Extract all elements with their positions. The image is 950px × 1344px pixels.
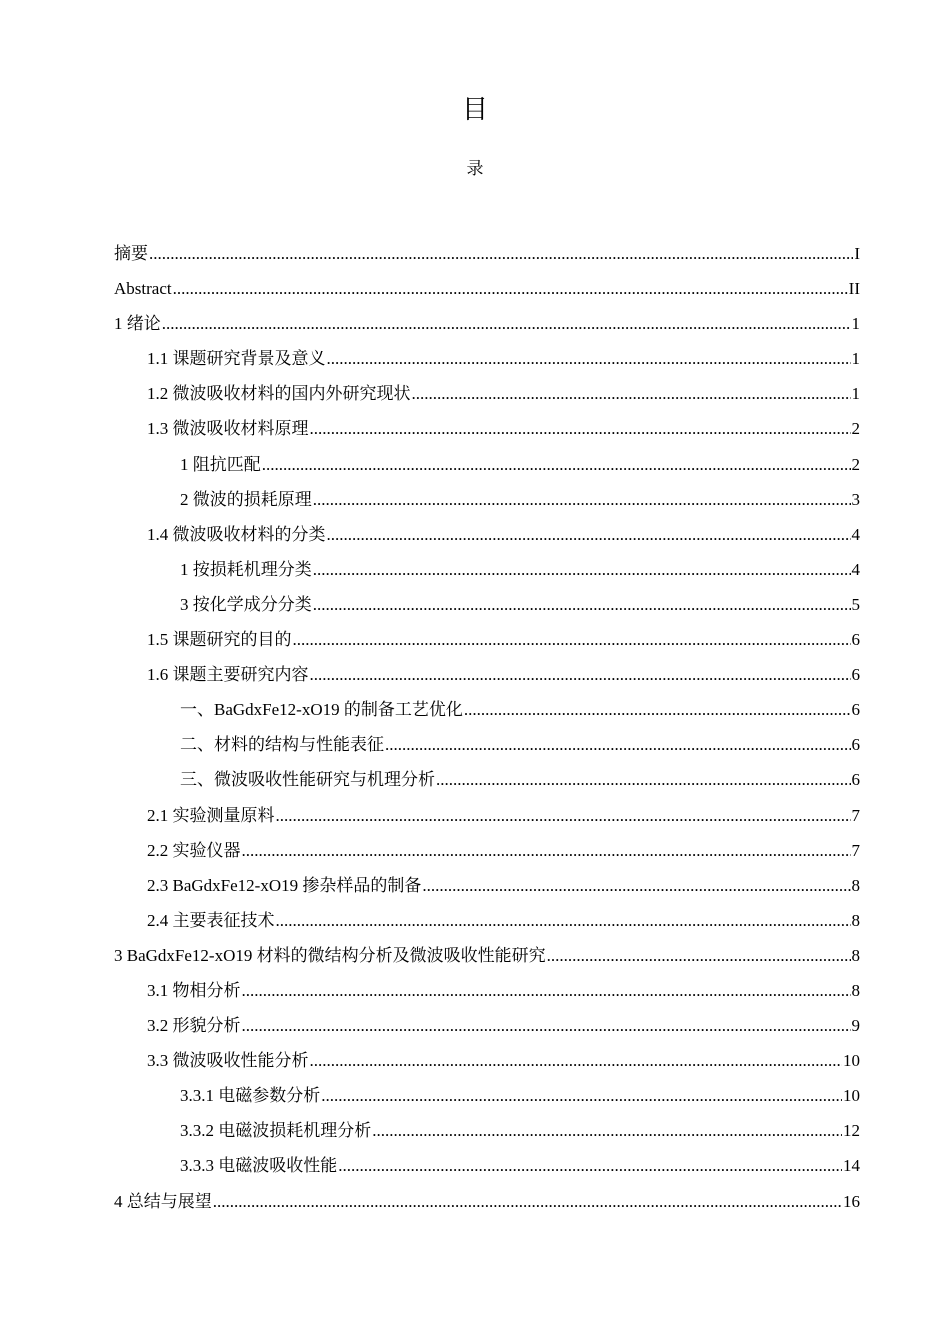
toc-entry-2-3[interactable] — [114, 874, 860, 909]
toc-entry-3-3-2[interactable] — [114, 1119, 860, 1154]
toc-entry-label: 1.1 课题研究背景及意义 — [147, 349, 326, 369]
toc-entry-label: 3 BaGdxFe12-xO19 材料的微结构分析及微波吸收性能研究 — [114, 945, 546, 965]
dot-leader — [412, 382, 851, 406]
dot-leader — [327, 347, 851, 371]
toc-entry-label: 3.3 微波吸收性能分析 — [147, 1051, 309, 1071]
toc-entry-1-4-1[interactable] — [114, 558, 860, 593]
toc-entry-1-4-3[interactable] — [114, 593, 860, 628]
dot-leader — [276, 909, 851, 933]
toc-entry-3-3-3[interactable] — [114, 1154, 860, 1189]
toc-entry-page: 10 — [843, 1051, 860, 1071]
toc-entry-page: 10 — [843, 1086, 860, 1106]
toc-entry-label: 1 按损耗机理分类 — [180, 559, 312, 579]
toc-entry-page: 6 — [851, 630, 860, 650]
toc-entry-2-4[interactable] — [114, 909, 860, 944]
dot-leader — [313, 558, 851, 582]
dot-leader — [242, 979, 851, 1003]
toc-entry-page: 5 — [851, 594, 860, 614]
dot-leader — [173, 277, 848, 301]
toc-entry-1-3-1[interactable] — [114, 453, 860, 488]
dot-leader — [262, 453, 851, 477]
dot-leader — [385, 733, 851, 757]
toc-entry-page: 3 — [851, 489, 860, 509]
toc-entry-page: 8 — [851, 910, 860, 930]
toc-entry-label: 2 微波的损耗原理 — [180, 489, 312, 509]
toc-entry-label: 3.2 形貌分析 — [147, 1016, 241, 1036]
toc-entry-page: I — [854, 244, 860, 263]
dot-leader — [310, 1049, 843, 1073]
dot-leader — [464, 698, 851, 722]
dot-leader — [276, 804, 851, 828]
toc-entry-2-2[interactable] — [114, 839, 860, 874]
toc-subtitle: 录 — [466, 159, 484, 178]
toc-entry-2-1[interactable] — [114, 804, 860, 839]
dot-leader — [310, 417, 851, 441]
toc-entry-page: II — [848, 279, 860, 299]
toc-entry-1-1[interactable] — [114, 347, 860, 382]
toc-entry-3-3[interactable] — [114, 1049, 860, 1084]
toc-entry-1-3-2[interactable] — [114, 488, 860, 523]
toc-entry-page: 9 — [851, 1016, 860, 1036]
toc-entry-label: 1.2 微波吸收材料的国内外研究现状 — [147, 384, 411, 404]
toc-entry-page: 7 — [851, 805, 860, 825]
dot-leader — [436, 768, 851, 792]
toc-entry-label: 摘要 — [114, 244, 148, 263]
toc-entry-1-6-a[interactable] — [114, 698, 860, 733]
toc-entry-page: 6 — [851, 665, 860, 685]
toc-entry-label: Abstract — [114, 279, 172, 299]
dot-leader — [310, 663, 851, 687]
dot-leader — [547, 944, 851, 968]
toc-title: 目 — [461, 95, 488, 125]
toc-entry-1-5[interactable] — [114, 628, 860, 663]
dot-leader — [313, 593, 851, 617]
toc-entry-page: 4 — [851, 524, 860, 544]
toc-entry-ch1[interactable] — [114, 312, 860, 347]
toc-entry-label: 1.4 微波吸收材料的分类 — [147, 524, 326, 544]
toc-entry-page: 8 — [851, 945, 860, 965]
dot-leader — [327, 523, 851, 547]
toc-entry-page: 1 — [851, 314, 860, 334]
toc-entry-page: 4 — [851, 559, 860, 579]
toc-entry-label: 3 按化学成分分类 — [180, 594, 312, 614]
toc-entry-3-3-1[interactable] — [114, 1084, 860, 1119]
toc-entry-3-2[interactable] — [114, 1014, 860, 1049]
toc-entry-page: 14 — [843, 1156, 860, 1176]
toc-entry-label: 1.6 课题主要研究内容 — [147, 665, 309, 685]
dot-leader — [321, 1084, 842, 1108]
toc-entry-3-1[interactable] — [114, 979, 860, 1014]
toc-entry-page: 12 — [843, 1121, 860, 1141]
toc-entry-page: 16 — [843, 1191, 860, 1211]
toc-entry-page: 2 — [851, 419, 860, 439]
toc-entry-1-6-b[interactable] — [114, 733, 860, 768]
toc-entry-label: 一、BaGdxFe12-xO19 的制备工艺优化 — [180, 700, 463, 720]
toc-entry-label: 三、微波吸收性能研究与机理分析 — [180, 770, 435, 790]
toc-entry-ch4[interactable] — [114, 1190, 860, 1225]
toc-entry-label: 2.4 主要表征技术 — [147, 910, 275, 930]
toc-entry-page: 8 — [851, 875, 860, 895]
toc-entry-page: 1 — [851, 384, 860, 404]
toc-entry-abstract-en[interactable] — [114, 277, 860, 312]
toc-entry-label: 1 阻抗匹配 — [180, 454, 261, 474]
toc-entry-label: 1 绪论 — [114, 314, 161, 334]
dot-leader — [213, 1190, 842, 1214]
toc-entry-label: 2.1 实验测量原料 — [147, 805, 275, 825]
toc-entry-1-2[interactable] — [114, 382, 860, 417]
toc-entry-label: 二、材料的结构与性能表征 — [180, 735, 384, 755]
toc-entry-1-4[interactable] — [114, 523, 860, 558]
toc-entry-label: 3.3.2 电磁波损耗机理分析 — [180, 1121, 372, 1141]
toc-entry-1-6[interactable] — [114, 663, 860, 698]
toc-entry-1-6-c[interactable] — [114, 768, 860, 803]
dot-leader — [293, 628, 851, 652]
dot-leader — [149, 242, 853, 266]
dot-leader — [422, 874, 850, 898]
toc-entry-label: 4 总结与展望 — [114, 1191, 212, 1211]
toc-entry-page: 7 — [851, 840, 860, 860]
table-of-contents — [114, 242, 860, 1225]
dot-leader — [242, 839, 851, 863]
toc-entry-page: 6 — [851, 700, 860, 720]
toc-entry-abstract-cn[interactable] — [114, 242, 860, 277]
toc-entry-label: 1.5 课题研究的目的 — [147, 630, 292, 650]
dot-leader — [313, 488, 851, 512]
toc-entry-label: 3.1 物相分析 — [147, 980, 241, 1000]
dot-leader — [242, 1014, 851, 1038]
toc-entry-label: 2.3 BaGdxFe12-xO19 掺杂样品的制备 — [147, 875, 422, 895]
dot-leader — [162, 312, 851, 336]
toc-entry-page: 8 — [851, 980, 860, 1000]
dot-leader — [372, 1119, 842, 1143]
toc-entry-page: 1 — [851, 349, 860, 369]
toc-entry-label: 2.2 实验仪器 — [147, 840, 241, 860]
toc-entry-label: 3.3.3 电磁波吸收性能 — [180, 1156, 338, 1176]
toc-entry-1-3[interactable] — [114, 417, 860, 452]
toc-entry-page: 2 — [851, 454, 860, 474]
toc-entry-label: 1.3 微波吸收材料原理 — [147, 419, 309, 439]
toc-entry-page: 6 — [851, 770, 860, 790]
toc-entry-page: 6 — [851, 735, 860, 755]
toc-entry-label: 3.3.1 电磁参数分析 — [180, 1086, 321, 1106]
dot-leader — [338, 1154, 842, 1178]
toc-entry-ch3[interactable] — [114, 944, 860, 979]
